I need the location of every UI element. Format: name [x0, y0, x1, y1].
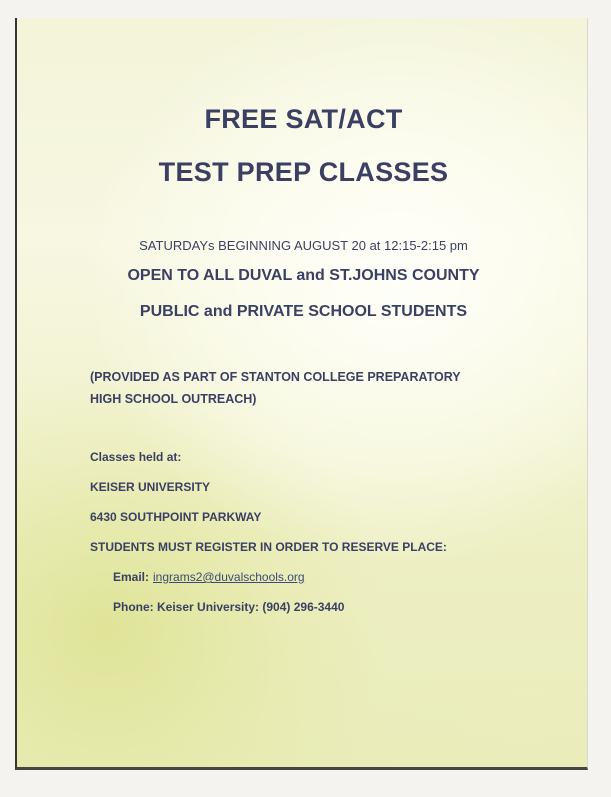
provided-line-2: HIGH SCHOOL OUTREACH) — [90, 392, 257, 406]
eligibility-line-2: PUBLIC and PRIVATE SCHOOL STUDENTS — [139, 303, 468, 320]
title-line-1: FREE SAT/ACT — [204, 104, 403, 134]
register-notice: STUDENTS MUST REGISTER IN ORDER TO RESERVE PLACE: — [90, 540, 447, 554]
eligibility-line-1: OPEN TO ALL DUVAL and ST.JOHNS COUNTY — [127, 267, 480, 284]
schedule-text: SATURDAYs BEGINNING AUGUST 20 at 12:15-2:15 pm — [139, 238, 468, 253]
title-line-2: TEST PREP CLASSES — [158, 157, 449, 187]
email-label: Email: — [113, 570, 150, 584]
flyer-sheet — [15, 18, 588, 770]
classes-held-label: Classes held at: — [90, 450, 182, 464]
venue-address: 6430 SOUTHPOINT PARKWAY — [90, 510, 262, 524]
email-line — [113, 571, 305, 583]
venue-name: KEISER UNIVERSITY — [90, 480, 211, 494]
phone-line: Phone: Keiser University: (904) 296-3440 — [113, 600, 345, 614]
provided-line-1: (PROVIDED AS PART OF STANTON COLLEGE PREPARATORY — [90, 370, 461, 384]
email-link[interactable]: ingrams2@duvalschools.org — [153, 570, 305, 584]
